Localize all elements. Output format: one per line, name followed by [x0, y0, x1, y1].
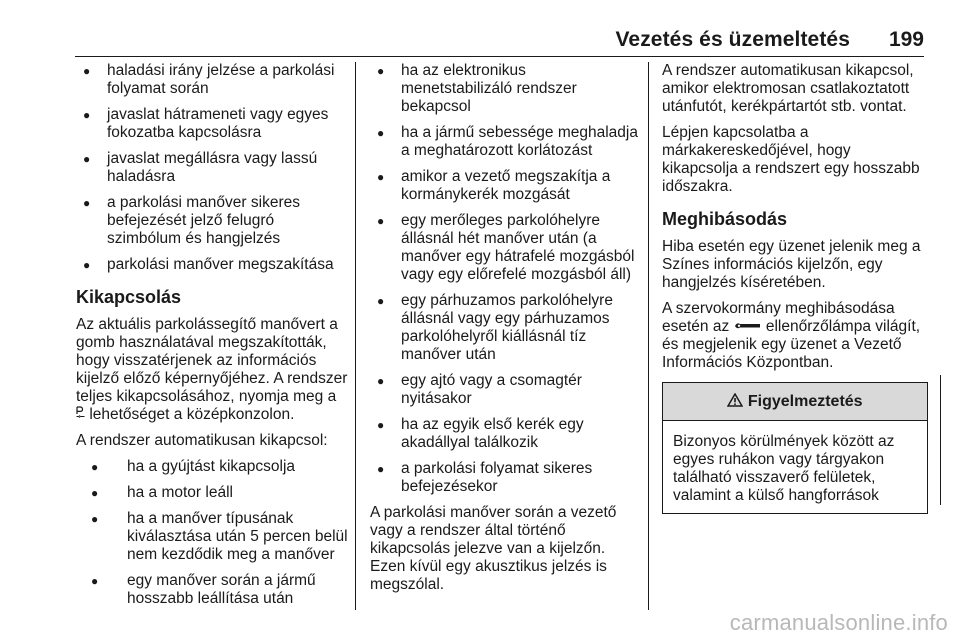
- warning-box: [662, 382, 928, 514]
- list-item: ● a parkolási folyamat sikeres befejezésekor: [370, 460, 640, 496]
- list-item: ● ha a motor leáll: [76, 484, 348, 502]
- warning-header: [663, 383, 927, 421]
- list-item: ● a parkolási manőver sikeres befejezését jelző felugró szimbólum és hangjelzés: [76, 194, 348, 248]
- column-divider-3: [940, 375, 941, 505]
- warning-triangle-icon: [727, 393, 747, 410]
- paragraph-text: ellenőrzőlámpa világít, és megjelenik egy üzenet a Vezető Információs Központban.: [662, 318, 921, 371]
- column-1: [76, 62, 348, 616]
- paragraph: A parkolási manőver során a vezető vagy a rendszer által történő kikapcsolás jelezve van a kijelzőn. Ezen kívül egy akusztikus jelzés is megszólal.: [370, 504, 617, 593]
- list-item: ● egy ajtó vagy a csomagtér nyitásakor: [370, 372, 640, 408]
- list-item: ● egy merőleges parkolóhelyre állásnál hét manőver után (a manőver egy hátrafelé mozgásból vagy egy előrefelé mozgásból áll): [370, 212, 640, 284]
- paragraph: Hiba esetén egy üzenet jelenik meg a Színes információs kijelzőn, egy hangjelzés kíséretében.: [662, 238, 921, 291]
- paragraph: [662, 300, 928, 372]
- warning-title: Figyelmeztetés: [747, 393, 863, 410]
- list-item: ● ha a jármű sebessége meghaladja a meghatározott korlátozást: [370, 124, 640, 160]
- list-item: ● ha az elektronikus menetstabilizáló rendszer bekapcsol: [370, 62, 640, 116]
- paragraph: A rendszer automatikusan kikapcsol:: [76, 432, 328, 449]
- page-number: 199: [888, 28, 924, 51]
- list-item: ● ha az egyik első kerék egy akadállyal találkozik: [370, 416, 640, 452]
- heading-meghibasodas: Meghibásodás: [662, 209, 788, 229]
- paragraph-text: Az aktuális parkolássegítő manővert a gomb használatával megszakították, hogy visszatérjenek az információs kijelző előző képernyőjéhez. A rendszer teljes kikapcsolásához, nyomja meg a: [76, 316, 348, 405]
- heading-kikapcsolas: Kikapcsolás: [76, 287, 182, 307]
- page-header: [0, 0, 960, 60]
- list-item: ● javaslat hátrameneti vagy egyes fokozatba kapcsolásra: [76, 106, 348, 142]
- list-item: ● parkolási manőver megszakítása: [76, 256, 348, 274]
- parking-assist-icon: [76, 406, 85, 424]
- paragraph: A rendszer automatikusan kikapcsol, amikor elektromosan csatlakoztatott utánfutót, kerékpártartót stb. vontat.: [662, 62, 914, 115]
- paragraph-text: A szervokormány meghibásodása esetén az: [662, 300, 895, 335]
- warning-body: Bizonyos körülmények között az egyes ruhákon vagy tárgyakon található visszaverő felületek, valamint a külső hangforrások: [673, 433, 895, 504]
- power-steering-warning-icon: [734, 318, 762, 336]
- list-item: ● ha a manőver típusának kiválasztása után 5 percen belül nem kezdődik meg a manőver: [76, 510, 348, 564]
- paragraph: [76, 316, 348, 424]
- paragraph: Lépjen kapcsolatba a márkakereskedőjével, hogy kikapcsolja a rendszert egy hosszabb időszakra.: [662, 124, 920, 195]
- list-item: ● egy párhuzamos parkolóhelyre állásnál vagy egy párhuzamos parkolóhelyről kiállásnál tíz manőver után: [370, 292, 640, 364]
- column-divider-2: [648, 62, 649, 610]
- list-item: ● javaslat megállásra vagy lassú haladásra: [76, 150, 348, 186]
- paragraph-text: lehetőséget a középkonzolon.: [89, 406, 295, 423]
- list-item: ● egy manőver során a jármű hosszabb leállítása után: [76, 572, 348, 608]
- list-item: ● ha a gyújtást kikapcsolja: [76, 458, 348, 476]
- column-3: [662, 62, 928, 514]
- watermark: carmanualsonline.info: [729, 610, 948, 635]
- column-2: [370, 62, 640, 602]
- section-title: Vezetés és üzemeltetés: [615, 28, 850, 51]
- list-item: ● haladási irány jelzése a parkolási folyamat során: [76, 62, 348, 98]
- column-divider-1: [355, 62, 356, 610]
- header-divider: [75, 56, 924, 57]
- list-item: ● amikor a vezető megszakítja a kormánykerék mozgását: [370, 168, 640, 204]
